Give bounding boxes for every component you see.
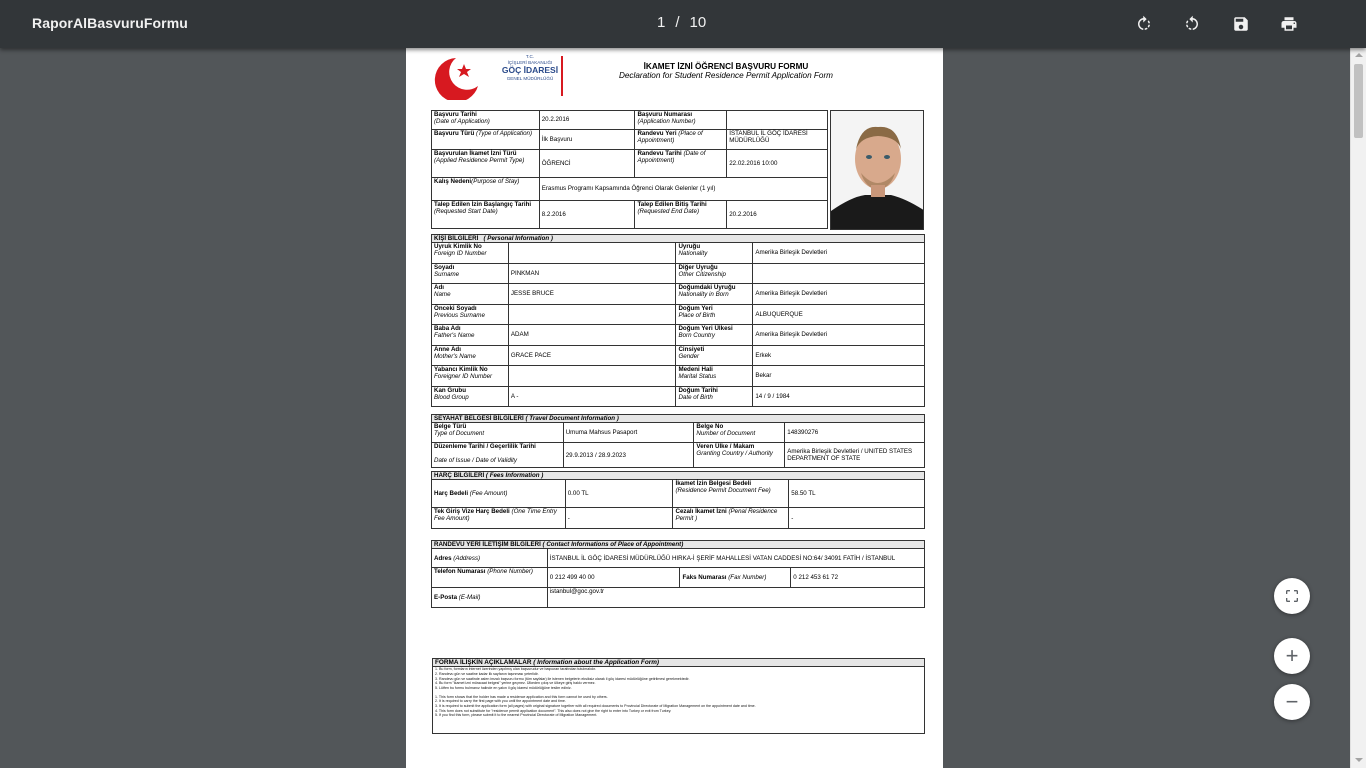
personal-rows [432,243,925,407]
row-value: A - [508,386,676,407]
label: Uyruğu [678,243,701,251]
travel-document-section [431,414,925,468]
fees-section [431,471,925,529]
note-line: 3. Randevu gün ve saatinde aslen imzalı başvuru formu (tüm sayfalar) ile istenen belgelerin eksiksiz olarak il göç idaresi müdürlüğüne getirilmesi gerekmektedir. [435,676,690,681]
row-value: Amerika Birleşik Devletleri [753,243,925,264]
note-line: 2. It is required to carry the first page with you until the appointment date and time. [435,699,566,704]
section-header: FORMA İLİŞKİN AÇIKLAMALAR [435,659,532,666]
vertical-scrollbar[interactable] [1350,48,1366,768]
logo-line3: GENEL MÜDÜRLÜĞÜ [506,76,554,82]
label-en: Type of Document [434,430,485,438]
section-header: SEYAHAT BELGESİ BİLGİLERİ [434,415,524,422]
logo-line1: İÇİŞLERİ BAKANLIĞI [507,59,553,65]
form-notes [432,658,925,734]
row-label [676,386,753,407]
label-en: Father's Name [434,332,475,340]
application-type: İlk Başvuru [539,130,635,150]
label-en: (E-Mail) [458,594,481,602]
permit-document-fee: 58.50 TL [789,480,925,508]
print-button[interactable] [1277,12,1301,36]
visa-fee: - [565,508,673,529]
label-en: Surname [434,270,460,278]
form-title [566,62,886,80]
label: Doğum Tarihi [678,386,718,394]
section-header-en: ( Fees Information ) [485,472,544,479]
label: Harç Bedeli [434,490,469,498]
row-value [508,366,676,387]
personal-row [432,263,925,284]
label-en: Foreign ID Number [434,250,487,258]
page-indicator [640,14,720,31]
label-en: (Type of Application) [475,130,533,137]
label-en: (Date of Appointment) [637,150,706,165]
rotate-counterclockwise-button[interactable] [1180,12,1204,36]
row-value: Amerika Birleşik Devletleri [753,284,925,305]
row-value: GRACE PACE [508,345,676,366]
label: Telefon Numarası [434,568,486,576]
label-en: Date of Issue / Date of Validity [434,457,517,465]
row-label [676,243,753,264]
row-label [432,243,509,264]
label: Talep Edilen İzin Başlangıç Tarihi [434,201,532,208]
row-value: ADAM [508,325,676,346]
row-label [432,263,509,284]
section-header: HARÇ BİLGİLERİ [434,472,485,479]
row-value: Erkek [753,345,925,366]
label: Faks Numarası [682,574,727,582]
zoom-in-button[interactable] [1274,638,1310,674]
label-en: Nationality in Born [678,291,729,299]
label: Soyadı [434,263,455,271]
save-icon [1232,15,1250,33]
label-en: Born Country [678,332,715,340]
label-en: (Purpose of Stay) [471,178,520,185]
label-en: Previous Surname [434,311,485,319]
row-value [753,263,925,284]
form-title-tr: İKAMET İZNİ ÖĞRENCİ BAŞVURU FORMU [643,62,809,71]
row-value: JESSE BRUCE [508,284,676,305]
logo-text [500,54,560,82]
label-en: (Penal Residence Permit ) [675,508,778,523]
zoom-in-icon: + [1285,643,1299,668]
requested-start-date: 8.2.2016 [539,201,635,229]
penal-permit: - [789,508,925,529]
label: Medeni Hali [678,366,713,374]
purpose-of-stay: Erasmus Programı Kapsamında Öğrenci Olarak Gelenler (1 yıl) [539,178,827,201]
print-icon [1280,15,1298,33]
note-line: 4. This form does not substitute for "residence permit application document". This also does not give the right to enter into Turkey or exit from Turkey. [435,708,672,713]
note-line: 1. This form shows that the holder has made a residence application and this form cannot be used by others. [435,694,608,699]
label: Doğum Yeri Ülkesi [678,325,733,333]
label: Kan Grubu [434,386,466,394]
total-pages: 10 [689,14,707,31]
row-label [432,304,509,325]
label: Adres [434,554,452,562]
row-label [676,304,753,325]
label-en: (Date of Application) [434,118,490,126]
requested-end-date: 20.2.2016 [727,201,828,229]
label: E-Posta [434,594,458,602]
contact-section [431,540,925,608]
row-value: 14 / 9 / 1984 [753,386,925,407]
label: Kalış Nedeni [434,178,472,185]
appointment-date: 22.02.2016 10:00 [727,150,828,178]
label: Anne Adı [434,345,461,353]
applicant-photo [830,110,924,230]
label: Baba Adı [434,325,461,333]
rotate-clockwise-icon [1135,15,1153,33]
logo-tc: T.C. [525,54,535,59]
label: Cezalı İkamet İzni [675,508,727,516]
label: Tek Giriş Vize Harç Bedeli [434,508,510,516]
scroll-up-arrow[interactable] [1355,53,1363,57]
label-en: Blood Group [434,393,469,401]
label-en: Mother's Name [434,352,476,360]
label-en: (Residence Permit Document Fee) [675,487,771,495]
label: İkamet İzin Belgesi Bedeli [675,480,752,488]
label-en: (Requested End Date) [637,208,700,216]
application-info [431,110,828,229]
row-label [676,366,753,387]
document-viewport[interactable] [0,48,1366,768]
personal-row [432,345,925,366]
label: Başvuru Tarihi [434,111,477,118]
note-line: 5. If you find this form, please submit it to the nearest Provincial Directorate of Migration Management. [435,713,598,718]
row-value: Amerika Birleşik Devletleri [753,325,925,346]
section-header: KİŞİ BİLGİLERİ [434,235,479,242]
personal-row [432,304,925,325]
label: Cinsiyeti [678,345,705,353]
personal-row [432,366,925,387]
granting-authority: Amerika Birleşik Devletleri / UNITED STATES DEPARTMENT OF STATE [785,443,925,468]
label: Önceki Soyadı [434,304,477,312]
section-header-en: ( Personal Information ) [483,235,553,242]
row-value [508,243,676,264]
document-type: Umuma Mahsus Pasaport [563,423,694,443]
label-en: (One Time Entry Fee Amount) [434,508,557,523]
label: Uyruk Kimlik No [434,243,482,251]
label-en: Foreigner ID Number [434,373,493,381]
note-line: 1. Bu form, formların internet üzerinden yapılmış olan başvurudur ve başvuran tarafından tutulmalıdır. [435,667,597,672]
label-en: (Phone Number) [487,568,533,576]
label: Randevu Yeri [637,130,677,137]
section-header-en: ( Contact Informations of Place of Appointment) [542,541,684,548]
label-en: (Fax Number) [728,574,767,582]
download-button[interactable] [1229,12,1253,36]
phone-number: 0 212 499 40 00 [547,568,680,588]
label: Veren Ülke / Makam [696,443,755,451]
form-title-en: Declaration for Student Residence Permit Application Form [618,71,834,80]
label: Başvurulan İkamet İzni Türü [434,150,517,157]
personal-row [432,325,925,346]
scrollbar-thumb[interactable] [1354,64,1363,138]
personal-info-section [431,234,925,407]
row-label [432,366,509,387]
email: istanbul@goc.gov.tr [547,588,924,608]
pdf-toolbar [0,0,1366,48]
row-label [432,284,509,305]
label: Yabancı Kimlik No [434,366,488,374]
fee-amount: 0.00 TL [565,480,673,508]
label: Talep Edilen Bitiş Tarihi [637,201,707,208]
validity-dates: 29.9.2013 / 28.9.2023 [563,443,694,468]
row-value [508,304,676,325]
label: Düzenleme Tarihi / Geçerlilik Tarihi [434,443,536,451]
label-en: (Address) [453,554,481,562]
row-label [432,325,509,346]
personal-row [432,284,925,305]
goc-idaresi-logo [434,52,564,100]
label-en: (Applied Residence Permit Type) [434,157,525,165]
page-separator: / [675,14,680,31]
label: Diğer Uyruğu [678,263,718,271]
row-label [676,284,753,305]
label: Belge No [696,423,724,431]
application-date: 20.2.2016 [539,111,635,130]
fit-page-icon [1284,588,1300,604]
row-label [676,263,753,284]
row-label [432,345,509,366]
zoom-out-button[interactable] [1274,684,1310,720]
label: Randevu Tarihi [637,150,682,157]
label-en: Granting Country / Authority [696,450,773,458]
row-value: ALBUQUERQUE [753,304,925,325]
notes-lines [433,667,924,718]
logo-line2: GÖÇ İDARESİ [501,65,559,76]
note-line: 5. Lütfen bu formu bulmanız halinde en yakın il göç idaresi müdürlüğüne teslim ediniz. [435,686,572,691]
label: Adı [434,284,444,292]
label-en: (Requested Start Date) [434,208,498,216]
pdf-page [406,48,943,768]
label: Başvuru Türü [434,130,475,137]
fax-number: 0 212 453 61 72 [791,568,925,588]
personal-row [432,243,925,264]
note-line: 3. It is required to submit the application form (all pages) with original signature together with all required documents to Provincial Directorate of Migration Management on the appointment date and time. [435,704,756,709]
label-en: Marital Status [678,373,717,381]
row-label [676,325,753,346]
personal-row [432,386,925,407]
address: İSTANBUL İL GÖÇ İDARESİ MÜDÜRLÜĞÜ HIRKA-İ ŞERİF MAHALLESİ VATAN CADDESİ NO:64/ 34091 FATİH / İSTANBUL [547,549,924,568]
label: Başvuru Numarası [637,111,693,118]
label-en: Place of Birth [678,311,716,319]
label-en: Date of Birth [678,393,713,401]
scroll-down-arrow[interactable] [1355,758,1363,762]
permit-type: ÖĞRENCİ [539,150,635,178]
label-en: (Application Number) [637,118,696,126]
document-title: RaporAlBasvuruFormu [32,15,188,31]
label: Belge Türü [434,423,467,431]
note-line: 2. Randevu gün ve saatine kadar ilk sayfanın taşınması yeterlidir. [435,672,539,677]
label: Doğumdaki Uyruğu [678,284,736,292]
row-value: PINKMAN [508,263,676,284]
section-header: RANDEVU YERİ İLETİŞİM BİLGİLERİ [434,541,541,548]
current-page[interactable]: 1 [657,14,666,31]
rotate-clockwise-button[interactable] [1132,12,1156,36]
document-number: 148390276 [785,423,925,443]
section-header-en: ( Travel Document Information ) [525,415,619,422]
rotate-counterclockwise-icon [1183,15,1201,33]
zoom-out-icon: − [1285,689,1299,714]
application-number [727,111,828,130]
note-line: 4. Bu form "ikamet izni müracaat belgesi" yerine geçmez. Ülkeden çıkış ve ülkeye giriş hakkı vermez. [435,681,596,686]
fit-to-page-button[interactable] [1274,578,1310,614]
section-header-en: ( Information about the Application Form) [533,659,660,666]
label-en: Name [434,291,451,299]
appointment-place: İSTANBUL İL GÖÇ İDARESİ MÜDÜRLÜĞÜ [727,130,828,150]
label-en: Number of Document [696,430,756,438]
label: Doğum Yeri [678,304,713,312]
row-label [676,345,753,366]
label-en: (Place of Appointment) [637,130,703,145]
row-value: Bekar [753,366,925,387]
label-en: Other Citizenship [678,270,726,278]
row-label [432,386,509,407]
label-en: Nationality [678,250,708,258]
label-en: Gender [678,352,700,360]
label-en: (Fee Amount) [469,490,508,498]
